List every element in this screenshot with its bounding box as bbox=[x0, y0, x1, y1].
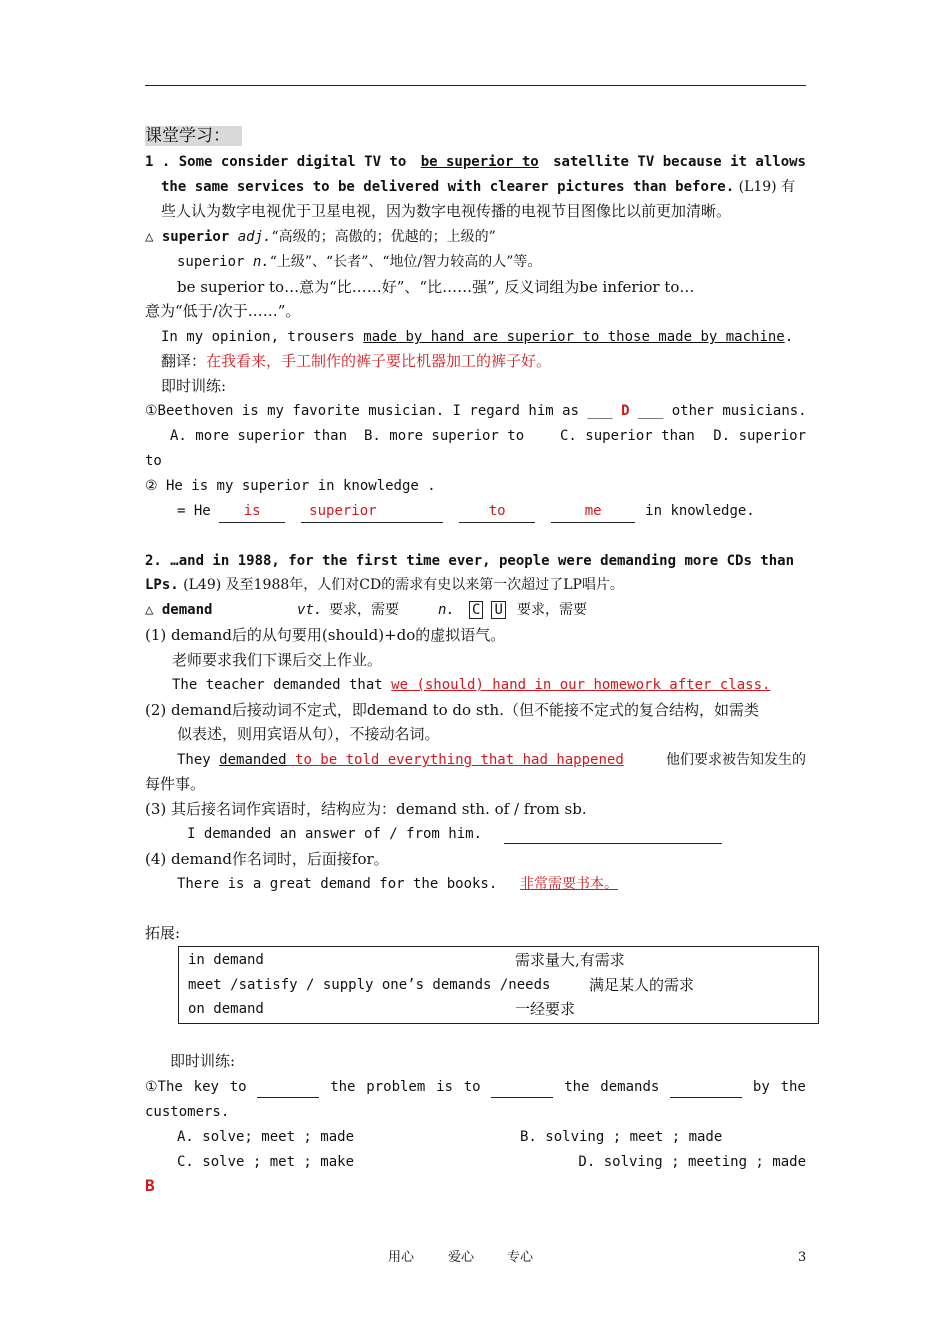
demand-point1-en bbox=[172, 674, 833, 696]
section-title-line bbox=[145, 125, 806, 147]
superior-def-adj bbox=[145, 226, 806, 248]
p2q-word: the bbox=[330, 1079, 356, 1095]
q1-blank: ___ bbox=[587, 403, 613, 419]
pos-adj: adj. bbox=[237, 229, 272, 245]
q1-option-c: C. superior than bbox=[560, 428, 695, 444]
demand-vt-meaning: 要求，需要 bbox=[329, 602, 399, 618]
demand-point4-example bbox=[177, 873, 838, 895]
q2-answer-1: is bbox=[219, 500, 285, 523]
q2-answer-3: to bbox=[459, 500, 535, 523]
q1-option-d-wrap: to bbox=[145, 453, 162, 469]
point2-they: They bbox=[177, 752, 220, 768]
p2q-word: the bbox=[780, 1079, 806, 1095]
practice2-question1 bbox=[145, 1076, 806, 1098]
p2-option-b: B. solving ; meet ; made bbox=[520, 1129, 723, 1145]
p2-option-c: C. solve ; met ; make bbox=[177, 1154, 355, 1170]
page-number: 3 bbox=[798, 1250, 807, 1265]
translation-line bbox=[161, 350, 822, 372]
p2q-word: to bbox=[463, 1079, 481, 1095]
superior-phrase-line2: 意为“低于/次于……”。 bbox=[145, 302, 301, 320]
q2-prefix: = He bbox=[177, 503, 220, 519]
p2q-blank-2 bbox=[491, 1076, 553, 1098]
point3-blank bbox=[504, 825, 722, 844]
superior-example bbox=[161, 326, 822, 348]
countable-box: C bbox=[469, 601, 483, 619]
superior-noun-meaning: “上级”、“长者”、“地位/智力较高的人”等。 bbox=[269, 254, 542, 270]
item2-sentence-line1: 2. …and in 1988, for the first time ever, people were demanding more CDs than bbox=[145, 553, 795, 569]
demand-point3-example bbox=[187, 823, 848, 845]
p2q-word: the bbox=[564, 1079, 590, 1095]
p2q-word: key bbox=[193, 1079, 219, 1095]
superior-adj-meaning: “高级的；高傲的；优越的；上级的” bbox=[271, 229, 496, 245]
section-title: 课堂学习： bbox=[145, 126, 242, 146]
q2-suffix: in knowledge. bbox=[645, 503, 755, 519]
p2q-blank-1 bbox=[257, 1076, 319, 1098]
expansion-table bbox=[178, 946, 819, 1024]
p2q-word: problem bbox=[366, 1079, 426, 1095]
demand-point1-cn: 老师要求我们下课后交上作业。 bbox=[172, 651, 383, 669]
p2q-word: to bbox=[229, 1079, 247, 1095]
q2-rewrite bbox=[177, 500, 838, 522]
superior-phrase-line: be superior to…意为“比……好”、“比……强”, 反义词组为be inferior to… bbox=[177, 278, 695, 296]
item1-translation-line: 些人认为数字电视优于卫星电视，因为数字电视传播的电视节目图像比以前更加清晰。 bbox=[161, 202, 732, 220]
p2q-blank-3 bbox=[670, 1076, 742, 1098]
p2-option-a: A. solve; meet ; made bbox=[177, 1129, 355, 1145]
demand-point2-cn-wrap: 每件事。 bbox=[145, 775, 206, 793]
q2-answer-4: me bbox=[551, 500, 635, 523]
item1-source: (L19) 有 bbox=[734, 179, 796, 195]
item1-text-a: 1 . Some consider digital TV to bbox=[145, 154, 407, 170]
demand-def bbox=[145, 599, 806, 621]
item1-text-b: satellite TV because it allows bbox=[553, 154, 806, 170]
example-period: . bbox=[784, 329, 794, 345]
expansion-label: 拓展: bbox=[145, 924, 181, 942]
pos-vt: vt. bbox=[297, 602, 323, 618]
expansion-row2-cn: 满足某人的需求 bbox=[589, 976, 695, 994]
practice2-answer: B bbox=[145, 1176, 155, 1195]
demand-headword: △ demand bbox=[145, 602, 213, 618]
item1-sentence-line1 bbox=[145, 151, 806, 173]
demand-point1: (1) demand后的从句要用(should)+do的虚拟语气。 bbox=[145, 626, 506, 644]
expansion-row3-en: on demand bbox=[188, 1001, 264, 1017]
p2q-word: by bbox=[752, 1079, 770, 1095]
practice-label-1: 即时训练: bbox=[161, 377, 227, 395]
item2-translation: (L49) 及至1988年，人们对CD的需求有史以来第一次超过了LP唱片。 bbox=[178, 577, 624, 593]
q1-answer: D bbox=[612, 403, 639, 419]
practice1-question1 bbox=[145, 400, 806, 422]
superior-headword: △ superior bbox=[145, 229, 238, 245]
q1-option-d: D. superior bbox=[713, 428, 806, 444]
practice2-question1-wrap: customers. bbox=[145, 1104, 230, 1120]
point2-answer: to be told everything that had happened bbox=[286, 752, 624, 768]
q1-option-b: B. more superior to bbox=[364, 428, 525, 444]
q1-options bbox=[170, 425, 806, 447]
q1-blank-2: ___ bbox=[638, 403, 664, 419]
p2q-word: ①The bbox=[145, 1079, 183, 1095]
pos-noun: n. bbox=[252, 254, 270, 270]
item1-text-c: the same services to be delivered with clearer pictures than before. bbox=[161, 179, 735, 195]
superior-def-noun bbox=[177, 251, 838, 273]
expansion-row1-cn: 需求量大,有需求 bbox=[515, 951, 625, 969]
example-underlined: made by hand are superior to those made by machine bbox=[363, 329, 785, 345]
footer-motto-3: 专心 bbox=[507, 1250, 534, 1265]
point1-answer: we (should) hand in our homework after class. bbox=[391, 677, 771, 693]
expansion-row3-cn: 一经要求 bbox=[515, 1000, 576, 1018]
q1-text: ①Beethoven is my favorite musician. I regard him as bbox=[145, 403, 588, 419]
footer-motto-2: 爱心 bbox=[448, 1250, 475, 1265]
q1-text-end: other musicians. bbox=[663, 403, 807, 419]
point1-text: The teacher demanded that bbox=[172, 677, 392, 693]
translation-label: 翻译： bbox=[161, 352, 207, 370]
demand-point4: (4) demand作名词时，后面接for。 bbox=[145, 850, 389, 868]
p2q-word: is bbox=[436, 1079, 453, 1095]
expansion-row1-en: in demand bbox=[188, 952, 264, 968]
item2-lps: LPs. bbox=[145, 577, 179, 593]
practice-label-2: 即时训练: bbox=[170, 1052, 236, 1070]
point3-text: I demanded an answer of / from him. bbox=[187, 826, 483, 842]
demand-n-meaning: 要求，需要 bbox=[517, 602, 587, 618]
demand-point2-example bbox=[177, 749, 806, 771]
header-rule bbox=[145, 85, 806, 86]
example-text: In my opinion, trousers bbox=[161, 329, 364, 345]
demand-point3: (3) 其后接名词作宾语时，结构应为：demand sth. of / from sb. bbox=[145, 800, 587, 818]
practice1-question2: ② He is my superior in knowledge . bbox=[145, 478, 436, 494]
pos-n: n. bbox=[438, 602, 455, 618]
item1-underlined-phrase: be superior to bbox=[420, 154, 539, 170]
p2-option-d: D. solving ; meeting ; made bbox=[578, 1154, 806, 1170]
point4-answer: 非常需要书本。 bbox=[520, 876, 618, 892]
item2-sentence-line2 bbox=[145, 574, 806, 596]
demand-point2-wrap: 似表述，则用宾语从句），不接动名词。 bbox=[177, 725, 440, 743]
footer-motto-1: 用心 bbox=[388, 1250, 415, 1265]
practice2-options-ab bbox=[177, 1126, 806, 1148]
superior-word: superior bbox=[177, 254, 253, 270]
point2-demanded: demanded bbox=[219, 752, 287, 768]
demand-point2: (2) demand后接动词不定式，即demand to do sth.（但不能接不定式的复合结构，如需类 bbox=[145, 701, 759, 719]
p2q-word: demands bbox=[600, 1079, 660, 1095]
q1-option-a: A. more superior than bbox=[170, 428, 348, 444]
point2-cn: 他们要求被告知发生的 bbox=[666, 752, 806, 768]
q2-answer-2: superior bbox=[301, 500, 443, 523]
uncountable-box: U bbox=[491, 601, 505, 619]
item1-sentence-line2 bbox=[161, 176, 806, 198]
expansion-row2-en: meet /satisfy / supply one’s demands /needs bbox=[188, 977, 551, 993]
practice2-options-cd bbox=[177, 1151, 806, 1173]
point4-text: There is a great demand for the books. bbox=[177, 876, 498, 892]
translation-answer: 在我看来，手工制作的裤子要比机器加工的裤子好。 bbox=[206, 352, 552, 370]
